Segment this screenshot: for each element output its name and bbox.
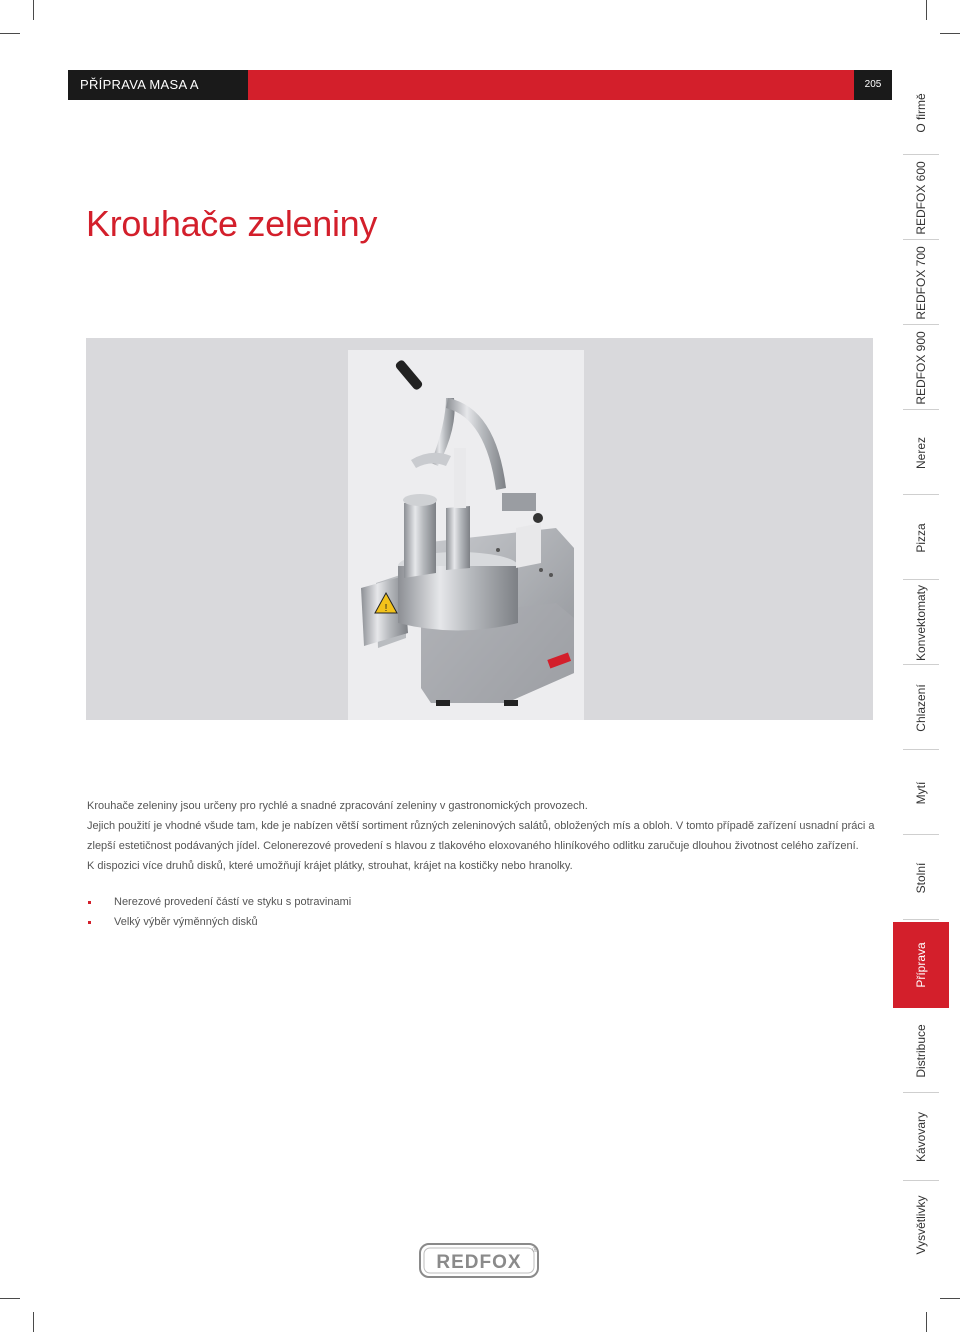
sidebar-tab-stolni[interactable] [893,835,949,920]
sidebar-tab-label: REDFOX 600 [914,160,928,235]
sidebar-tab-label: Stolní [914,862,928,893]
vegetable-cutter-illustration [86,338,873,720]
sidebar-tab-label: Mytí [914,781,928,804]
crop-mark [940,33,960,34]
sidebar-tab-redfox-900[interactable] [893,325,949,410]
sidebar-tab-konvektomaty[interactable] [893,580,949,665]
sidebar-tab-label: REDFOX 700 [914,245,928,320]
sidebar-tab-label: Chlazení [914,683,928,732]
registered-mark: ® [532,1247,538,1254]
sidebar-tab-myti[interactable] [893,750,949,835]
crop-mark [0,1298,20,1299]
header-red-bar [248,70,854,100]
sidebar-tab-pizza[interactable] [893,495,949,580]
crop-mark [33,0,34,20]
sidebar-tab-kavovary[interactable] [893,1093,949,1181]
sidebar-tab-label: REDFOX 900 [914,330,928,405]
logo-badge [419,1243,541,1279]
sidebar-tab-label: Příprava [914,942,928,988]
sidebar-tab-label: Vysvětlivky [914,1195,928,1254]
sidebar-tab-redfox-600[interactable] [893,155,949,240]
sidebar-tab-nerez[interactable] [893,410,949,495]
sidebar-tab-distribuce[interactable] [893,1008,949,1093]
crop-mark [33,1312,34,1332]
section-sidebar [893,70,949,1268]
feature-item: Velký výběr výměnných disků [87,912,351,932]
crop-mark [926,0,927,20]
sidebar-tab-vysvetlivky[interactable] [893,1181,949,1268]
description-paragraph: K dispozici více druhů disků, které umožňují krájet plátky, strouhat, krájet na kostičky nebo hranolky. [87,860,573,872]
sidebar-tab-priprava[interactable] [893,922,949,1008]
product-photo [86,338,873,720]
svg-text:!: ! [384,603,388,614]
feature-list [87,892,351,932]
sidebar-tab-o-firme[interactable] [893,70,949,155]
page-title: Krouhače zeleniny [86,203,378,244]
page-number: 205 [854,70,892,100]
description-paragraph: Krouhače zeleniny jsou určeny pro rychlé a snadné zpracování zeleniny v gastronomických provozech. [87,800,588,812]
sidebar-tab-label: Pizza [914,522,928,553]
sidebar-tab-label: Nerez [914,436,928,469]
sidebar-tab-chlazeni[interactable] [893,665,949,750]
sidebar-tab-label: O firmě [914,92,928,133]
crop-mark [926,1312,927,1332]
logo-text: REDFOX [436,1252,522,1273]
sidebar-tab-label: Konvektomaty [914,584,928,661]
tab-divider [903,919,939,920]
sidebar-tab-label: Distribuce [914,1023,928,1078]
crop-mark [940,1298,960,1299]
sidebar-tab-redfox-700[interactable] [893,240,949,325]
crop-mark [0,33,20,34]
redfox-logo [419,1243,541,1279]
sidebar-tab-label: Kávovary [914,1111,928,1163]
description-paragraph: Jejich použití je vhodné všude tam, kde je nabízen větší sortiment různých zeleninových salátů, obložených mís a obloh. V tomto případě zařízení usnadní práci a zlepší estetičnost podávaných jídel. Celonerezové provedení s hlavou z tlakového eloxovaného hliníkového odlitku zaručuje dlouhou životnost celého zařízení. [87,820,875,852]
product-description [87,796,877,876]
section-header: PŘÍPRAVA MASA A ZELENINY [68,70,248,100]
feature-item: Nerezové provedení částí ve styku s potravinami [87,892,351,912]
